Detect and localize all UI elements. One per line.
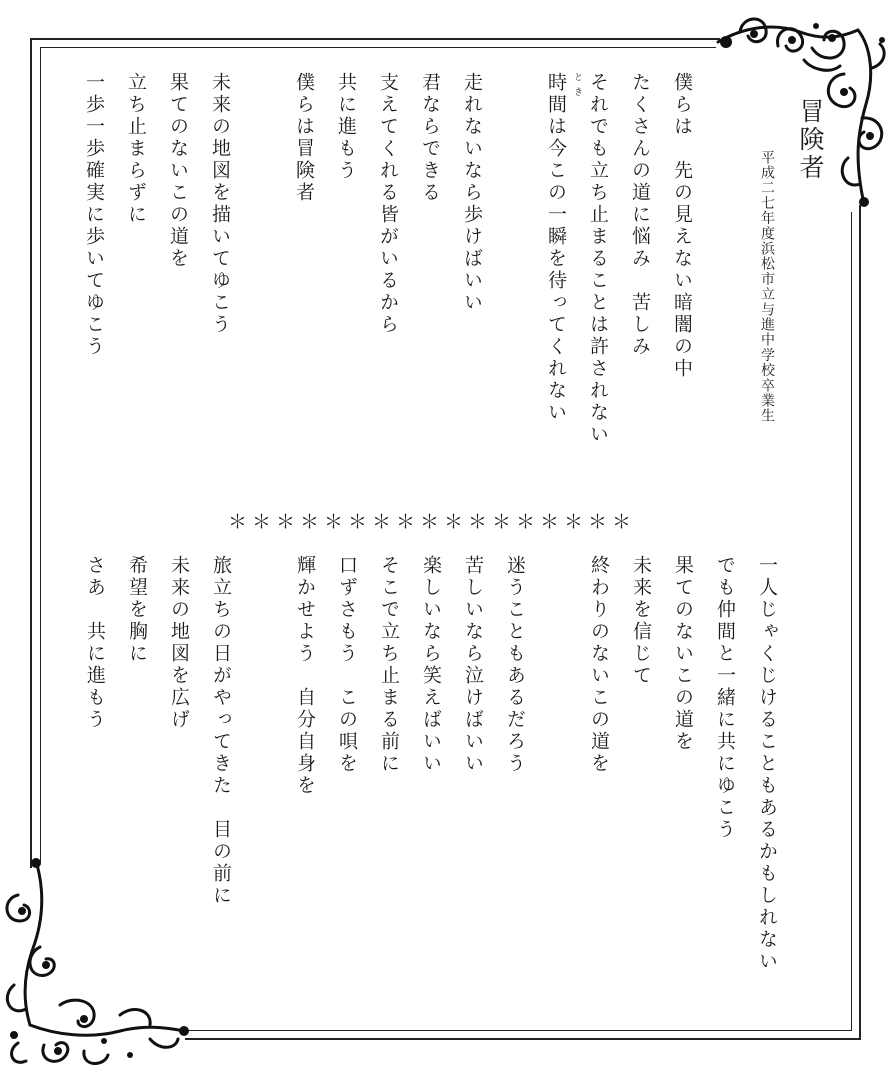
poem-line: 果てのないこの道を bbox=[672, 555, 694, 753]
poem-line: 僕らは冒険者 bbox=[293, 72, 315, 204]
poem-line: 輝かせよう 自分自身を bbox=[294, 555, 316, 797]
ornament-bottom-left-icon bbox=[0, 855, 190, 1070]
frame-top-inner bbox=[40, 47, 716, 48]
frame-bottom-outer bbox=[185, 1038, 861, 1040]
frame-bottom-inner bbox=[185, 1030, 852, 1031]
section-divider: ＊＊＊＊＊＊＊＊＊＊＊＊＊＊＊＊＊ bbox=[228, 511, 637, 533]
frame-top-outer bbox=[30, 38, 720, 40]
poem-line: 未来を信じて bbox=[630, 555, 652, 687]
frame-left-outer bbox=[30, 38, 32, 868]
poem-line: 楽しいなら笑えばいい bbox=[420, 555, 442, 775]
poem-line: さあ 共に進もう bbox=[84, 555, 106, 731]
frame-left-inner bbox=[40, 47, 41, 862]
poem-title: 冒険者 bbox=[796, 98, 825, 182]
poem-line: たくさんの道に悩み 苦しみ bbox=[629, 72, 651, 358]
poem-line: でも仲間と一緒に共にゆこう bbox=[714, 555, 736, 841]
poem-line: 僕らは 先の見えない暗闇の中 bbox=[671, 72, 693, 380]
poem-line: 口ずさもう この唄を bbox=[336, 555, 358, 775]
poem-line: それでも立ち止まることは許されない bbox=[587, 72, 609, 446]
poem-line: 旅立ちの日がやってきた 目の前に bbox=[210, 555, 232, 907]
poem-line: 未来の地図を広げ bbox=[168, 555, 190, 731]
poem-line: 終わりのないこの道を bbox=[588, 555, 610, 775]
frame-right-inner bbox=[851, 212, 852, 1030]
frame-right-outer bbox=[859, 205, 861, 1040]
poem-line: 苦しいなら泣けばいい bbox=[462, 555, 484, 775]
poem-line: 一歩一歩確実に歩いてゆこう bbox=[83, 72, 105, 358]
poem-line: 支えてくれる皆がいるから bbox=[377, 72, 399, 336]
poem-line: 時間は今この一瞬を待ってくれない bbox=[545, 72, 567, 424]
poem-line: 一人じゃくじけることもあるかもしれない bbox=[756, 555, 778, 973]
poem-line: 共に進もう bbox=[335, 72, 357, 182]
ruby-reading: とき bbox=[572, 72, 582, 102]
poem-line: 君ならできる bbox=[419, 72, 441, 204]
poem-line: そこで立ち止まる前に bbox=[378, 555, 400, 775]
poem-line: 立ち止まらずに bbox=[125, 72, 147, 226]
poem-line: 未来の地図を描いてゆこう bbox=[209, 72, 231, 336]
poem-line: 果てのないこの道を bbox=[167, 72, 189, 270]
poem-author: 平成二七年度浜松市立与進中学校卒業生 bbox=[759, 150, 775, 424]
poem-line: 希望を胸に bbox=[126, 555, 148, 665]
poem-line: 迷うこともあるだろう bbox=[504, 555, 526, 775]
poem-line: 走れないなら歩けばいい bbox=[461, 72, 483, 314]
